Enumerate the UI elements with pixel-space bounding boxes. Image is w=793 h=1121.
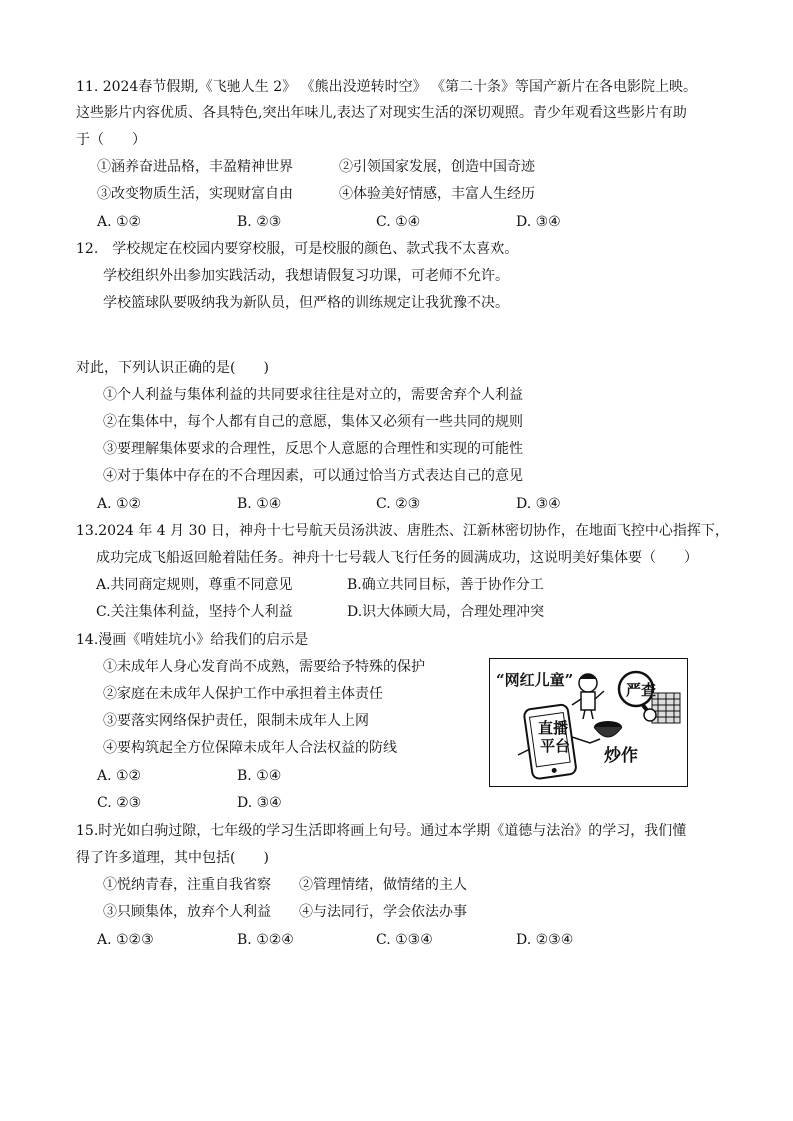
q14-statement-2: ②家庭在未成年人保护工作中承担着主体责任 xyxy=(103,686,383,702)
q15-option-c: C. ①③④ xyxy=(376,932,433,948)
q14-option-a: A. ①② xyxy=(97,768,142,784)
q14-statement-1: ①未成年人身心发育尚不成熟，需要给予特殊的保护 xyxy=(103,659,425,675)
q12-statement-4: ④对于集体中存在的不合理因素，可以通过恰当方式表达自己的意见 xyxy=(103,468,523,484)
q14-statement-3: ③要落实网络保护责任，限制未成年人上网 xyxy=(103,713,369,729)
q11-option-a: A. ①② xyxy=(97,214,142,230)
q11-option-d: D. ③④ xyxy=(516,214,561,230)
q15-option-a: A. ①②③ xyxy=(97,932,154,948)
cartoon-title: “网红儿童” xyxy=(496,671,574,689)
q14-stem: 14.漫画《啃娃坑小》给我们的启示是 xyxy=(76,632,309,648)
q13-option-b: B.确立共同目标，善于协作分工 xyxy=(347,577,544,593)
q12-option-c: C. ②③ xyxy=(376,496,421,512)
cartoon-hype: 炒作 xyxy=(604,746,638,766)
q11-stem-line-3: 于（ ） xyxy=(76,132,146,148)
q11-option-c: C. ①④ xyxy=(376,214,421,230)
q11-stem-line-1: 11. 2024春节假期,《飞驰人生 2》 《熊出没逆转时空》 《第二十条》等国产新片在各电影院上映。 xyxy=(76,79,698,95)
q11-statement-1: ①涵养奋进品格，丰盈精神世界 xyxy=(97,159,293,175)
q14-option-c: C. ②③ xyxy=(97,795,142,811)
q15-statements-row-1: ①悦纳青春，注重自我省察 ②管理情绪，做情绪的主人 xyxy=(103,877,467,893)
q13-option-d: D.识大体顾大局，合理处理冲突 xyxy=(347,604,545,620)
q12-option-d: D. ③④ xyxy=(516,496,561,512)
q12-option-a: A. ①② xyxy=(97,496,142,512)
q12-scenario-3: 学校篮球队要吸纳我为新队员，但严格的训练规定让我犹豫不决。 xyxy=(103,295,509,311)
q11-statement-4: ④体验美好情感，丰富人生经历 xyxy=(339,186,535,202)
q14-option-b: B. ①④ xyxy=(237,768,282,784)
q15-stem-line-2: 得了许多道理，其中包括( ) xyxy=(76,850,269,866)
q13-stem-line-2: 成功完成飞船返回舱着陆任务。神舟十七号载人飞行任务的圆满成功，这说明美好集体要（ ） xyxy=(96,550,698,566)
q12-scenario-2: 学校组织外出参加实践活动，我想请假复习功课，可老师不允许。 xyxy=(103,268,509,284)
q12-option-b: B. ①④ xyxy=(237,496,282,512)
cartoon-figure xyxy=(489,658,688,787)
q12-stem: 12. 学校规定在校园内要穿校服，可是校服的颜色、款式我不太喜欢。 xyxy=(76,241,519,257)
q13-option-c: C.关注集体利益，坚持个人利益 xyxy=(96,604,293,620)
q13-stem-line-1: 13.2024 年 4 月 30 日，神舟十七号航天员汤洪波、唐胜杰、江新林密切协作，在地面飞控中心指挥下， xyxy=(76,523,729,539)
q14-statement-4: ④要构筑起全方位保障未成年人合法权益的防线 xyxy=(103,740,397,756)
q12-statement-1: ①个人利益与集体利益的共同要求往往是对立的，需要舍弃个人利益 xyxy=(103,387,523,403)
q13-option-a: A.共同商定规则，尊重不同意见 xyxy=(96,577,293,593)
q11-statement-3: ③改变物质生活，实现财富自由 xyxy=(97,186,293,202)
q11-stem-line-2: 这些影片内容优质、各具特色,突出年味儿,表达了对现实生活的深切观照。青少年观看这些影片有助 xyxy=(76,105,687,121)
cartoon-platform-line-1: 直播 xyxy=(538,719,569,737)
q11-statement-2: ②引领国家发展，创造中国奇迹 xyxy=(339,159,535,175)
cartoon-stamp: 严查 xyxy=(626,681,657,699)
q15-option-d: D. ②③④ xyxy=(516,932,574,948)
q11-option-b: B. ②③ xyxy=(237,214,282,230)
q15-stem-line-1: 15.时光如白驹过隙，七年级的学习生活即将画上句号。通过本学期《道德与法治》的学习，我们懂 xyxy=(76,823,687,839)
q15-option-b: B. ①②④ xyxy=(237,932,294,948)
q15-statements-row-2: ③只顾集体，放弃个人利益 ④与法同行，学会依法办事 xyxy=(103,904,467,920)
q12-statement-3: ③要理解集体要求的合理性，反思个人意愿的合理性和实现的可能性 xyxy=(103,441,523,457)
cartoon-platform-line-2: 平台 xyxy=(540,737,571,755)
q12-statement-2: ②在集体中，每个人都有自己的意愿，集体又必须有一些共同的规则 xyxy=(103,414,523,430)
q12-ask: 对此，下列认识正确的是( ) xyxy=(76,360,269,376)
q14-option-d: D. ③④ xyxy=(237,795,282,811)
